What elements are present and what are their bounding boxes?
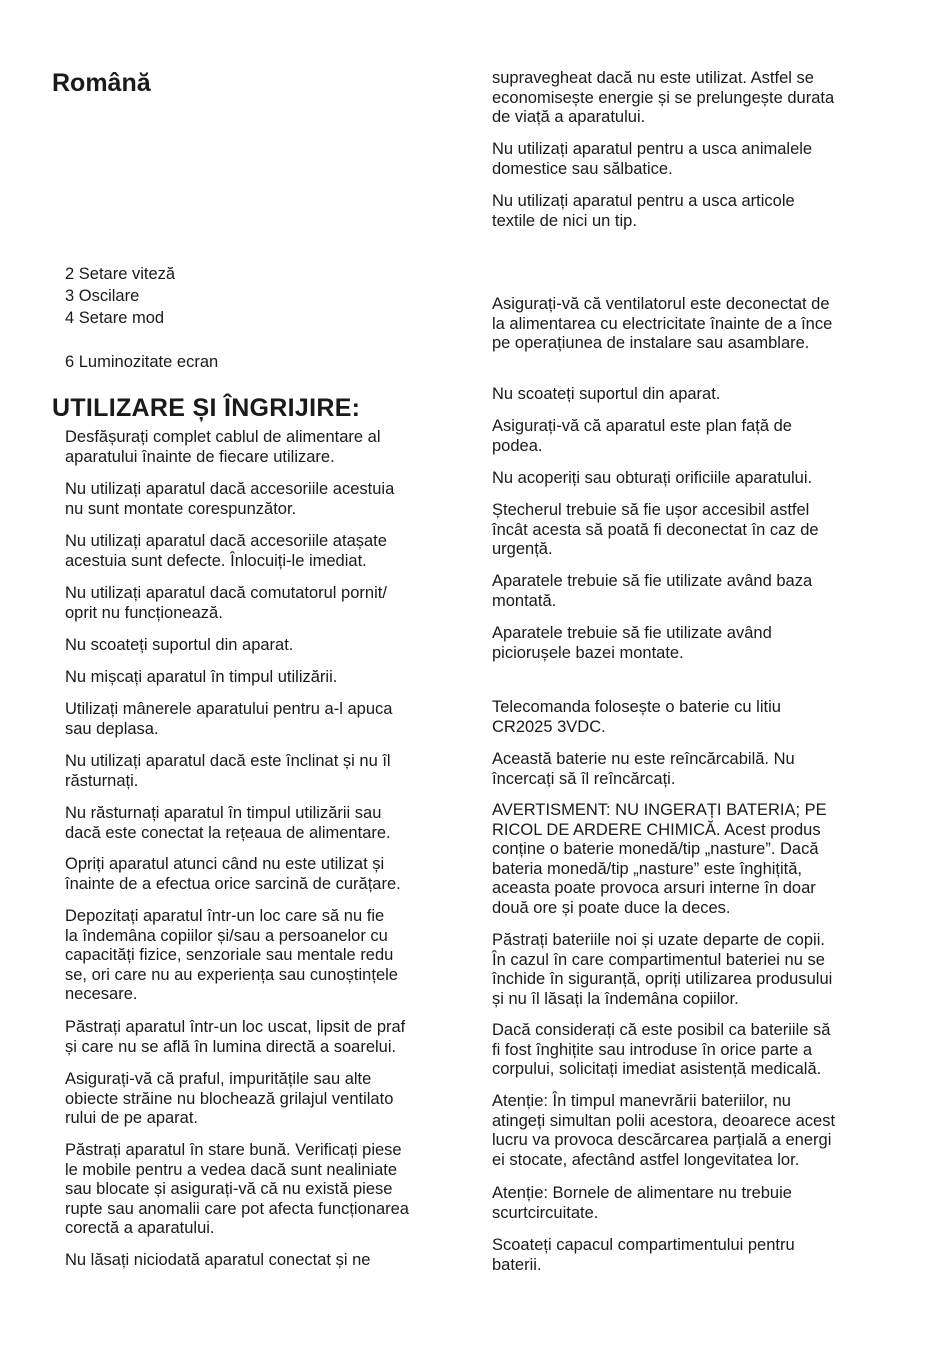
right-paragraph: Atenție: Bornele de alimentare nu trebuie scurtcircuitate. [492,1184,792,1222]
right-paragraph: Asigurați-vă că aparatul este plan față de podea. [492,417,792,455]
right-paragraph: Nu acoperiți sau obturați orificiile aparatului. [492,469,813,487]
right-paragraph: AVERTISMENT: NU INGERAȚI BATERIA; PE RICOL DE ARDERE CHIMICĂ. Acest produs conține o baterie monedă/tip „nasture”. Dacă bateria monedă/tip „nasture” este înghițită, aceasta poate provoca arsuri interne în doar două ore și poate duce la deces. [492,801,827,917]
left-paragraph: Păstrați aparatul în stare bună. Verificați piese le mobile pentru a vedea dacă sunt nealiniate sau blocate și asigurați-vă că nu există piese rupte sau anomalii care pot afecta funcționarea corectă a aparatului. [65,1141,409,1238]
right-paragraph: supravegheat dacă nu este utilizat. Astfel se economisește energie și se prelungește durata de viață a aparatului. [492,69,835,127]
left-paragraph: Nu mișcați aparatul în timpul utilizării. [65,668,338,686]
right-paragraph: Aparatele trebuie să fie utilizate având piciorușele bazei montate. [492,624,772,662]
right-paragraph: Nu scoateți suportul din aparat. [492,385,721,403]
right-paragraph: Nu utilizați aparatul pentru a usca animalele domestice sau sălbatice. [492,140,813,178]
left-paragraph: Nu răsturnați aparatul în timpul utilizării sau dacă este conectat la rețeaua de alimentare. [65,804,391,842]
left-paragraph: Utilizați mânerele aparatului pentru a-l apuca sau deplasa. [65,700,393,738]
left-paragraph: Nu utilizați aparatul dacă comutatorul pornit/ oprit nu funcționează. [65,584,387,622]
left-paragraph: Păstrați aparatul într-un loc uscat, lipsit de praf și care nu se află în lumina directă a soarelui. [65,1018,406,1056]
left-paragraph: Nu lăsați niciodată aparatul conectat și ne [65,1251,371,1269]
left-paragraph: Nu scoateți suportul din aparat. [65,636,294,654]
controls-legend [65,263,425,373]
left-paragraph: Asigurați-vă că praful, impuritățile sau alte obiecte străine nu blochează grilajul ventilato rului de pe aparat. [65,1070,394,1128]
section-heading: UTILIZARE ȘI ÎNGRIJIRE: [52,394,361,422]
right-paragraph: Atenție: În timpul manevrării bateriilor, nu atingeți simultan polii acestora, deoarece acest lucru va provoca descărcarea parțială a energi ei stocate, afectând astfel longevitatea lor. [492,1092,836,1169]
right-paragraph: Dacă considerați că este posibil ca bateriile să fi fost înghițite sau introduse în orice parte a corpului, solicitați imediat asistență medicală. [492,1021,831,1079]
right-paragraph: Asigurați-vă că ventilatorul este deconectat de la alimentarea cu electricitate înainte de a înce pe operațiunea de instalare sau asamblare. [492,295,833,353]
right-paragraph: Nu utilizați aparatul pentru a usca articole textile de nici un tip. [492,192,795,230]
left-paragraph: Desfășurați complet cablul de alimentare al aparatului înainte de fiecare utilizare. [65,428,381,466]
right-paragraph: Scoateți capacul compartimentului pentru baterii. [492,1236,795,1274]
right-paragraph: Ștecherul trebuie să fie ușor accesibil astfel încât acesta să poată fi deconectat în caz de urgență. [492,501,819,559]
language-heading: Română [52,69,151,97]
left-paragraph: Depozitați aparatul într-un loc care să nu fie la îndemâna copiilor și/sau a persoanelor cu capacități fizice, senzoriale sau mentale redu se, ori care nu au experiența sau cunoștințele necesare. [65,907,398,1004]
legend-item-oscillation: 3 Oscilare [65,287,140,305]
legend-item-brightness: 6 Luminozitate ecran [65,353,219,371]
left-paragraph: Opriți aparatul atunci când nu este utilizat și înainte de a efectua orice sarcină de curățare. [65,855,401,893]
right-paragraph: Păstrați bateriile noi și uzate departe de copii. În cazul în care compartimentul bateriei nu se închide în siguranță, opriți utilizarea produsului și nu îl lăsați la îndemâna copiilor. [492,931,833,1008]
legend-item-speed: 2 Setare viteză [65,265,176,283]
left-paragraph: Nu utilizați aparatul dacă este înclinat și nu îl răsturnați. [65,752,391,790]
left-paragraph: Nu utilizați aparatul dacă accesoriile atașate acestuia sunt defecte. Înlocuiți-le imediat. [65,532,387,570]
right-paragraph: Aparatele trebuie să fie utilizate având baza montată. [492,572,813,610]
left-paragraph: Nu utilizați aparatul dacă accesoriile acestuia nu sunt montate corespunzător. [65,480,395,518]
right-paragraph: Telecomanda folosește o baterie cu litiu CR2025 3VDC. [492,698,781,736]
legend-gap [65,329,425,351]
right-paragraph: Această baterie nu este reîncărcabilă. Nu încercați să îl reîncărcați. [492,750,795,788]
legend-item-mode: 4 Setare mod [65,309,165,327]
